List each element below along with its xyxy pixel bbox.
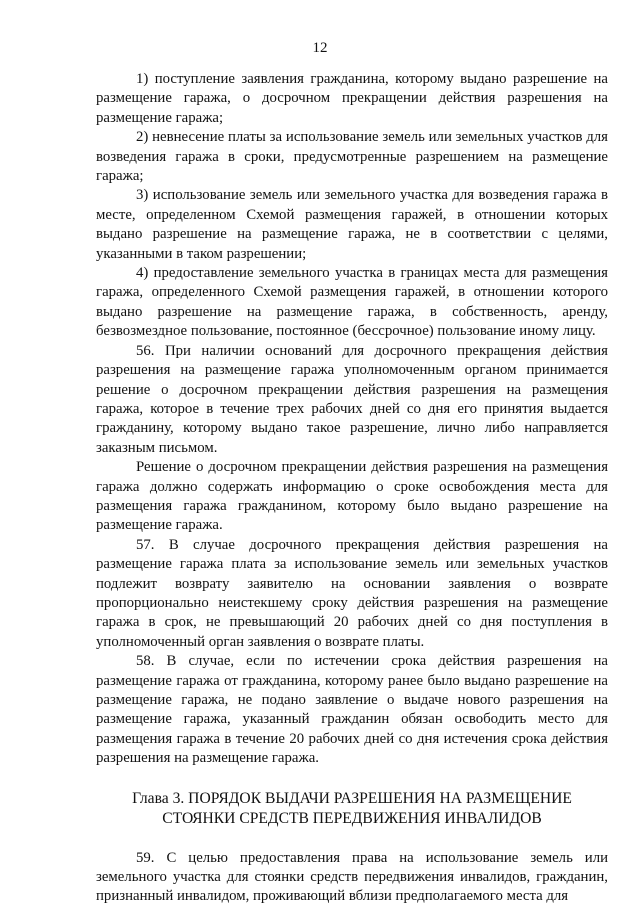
paragraph-item-4: 4) предоставление земельного участка в границах места для размещения гаража, определенного Схемой размещения гаражей, в отношении которого выдано разрешение на размещение гаража, в собственность, аренду, безвозмездное пользование, постоянное (бессрочное) пользование иному лицу. — [96, 265, 608, 340]
paragraph-item-2: 2) невнесение платы за использование земель или земельных участков для возведения гаража в сроки, предусмотренные разрешением на размещение гаража; — [96, 129, 608, 185]
paragraph-item-1: 1) поступление заявления гражданина, которому выдано разрешение на размещение гаража, о досрочном прекращении действия разрешения на размещение гаража; — [96, 71, 608, 126]
paragraph-57: 57. В случае досрочного прекращения действия разрешения на размещение гаража плата за использование земель или земельных участков подлежит возврату заявителю на основании заявления о возврате пропорционально неистекшему сроку действия разрешения на размещение гаража в срок, не превышающий 20 рабочих дней со дня поступления в уполномоченный орган заявления о возврате платы. — [96, 536, 608, 650]
paragraph-56: 56. При наличии оснований для досрочного прекращения действия разрешения на размещение гаража уполномоченным органом принимается решение о досрочном прекращении действия разрешения на размещения гаража, которое в течение трех рабочих дней со дня его принятия выдается гражданину, которому выдано такое разрешение, лично либо направляется заказным письмом. — [96, 342, 608, 456]
chapter-heading-line-1: Глава 3. ПОРЯДОК ВЫДАЧИ РАЗРЕШЕНИЯ НА РАЗМЕЩЕНИЕ — [132, 789, 572, 807]
chapter-heading — [96, 789, 608, 829]
paragraph-59: 59. С целью предоставления права на использование земель или земельного участка для стоянки средств передвижения инвалидов, гражданин, признанный инвалидом, проживающий вблизи предполагаемого места для — [96, 849, 608, 905]
page-number: 12 — [312, 40, 328, 56]
paragraph-item-3: 3) использование земель или земельного участка для возведения гаража в месте, определенном Схемой размещения гаражей, в отношении которых выдано разрешение на размещение гаража, не в соответствии с целями, указанными в таком разрешении; — [96, 187, 608, 262]
paragraph-58: 58. В случае, если по истечении срока действия разрешения на размещение гаража от гражданина, которому ранее было выдано разрешение на размещение гаража, не подано заявление о выдаче нового разрешения на размещение гаража, указанный гражданин обязан освободить место для размещения гаража в течение 20 рабочих дней со дня истечения срока действия разрешения на размещение гаража. — [96, 653, 608, 767]
document-body — [96, 70, 608, 907]
chapter-heading-line-2: СТОЯНКИ СРЕДСТВ ПЕРЕДВИЖЕНИЯ ИНВАЛИДОВ — [162, 809, 542, 827]
paragraph-decision: Решение о досрочном прекращении действия разрешения на размещения гаража должно содержать информацию о сроке освобождения места для размещения гаража гражданином, которому было выдано разрешение на размещение гаража. — [96, 459, 608, 534]
